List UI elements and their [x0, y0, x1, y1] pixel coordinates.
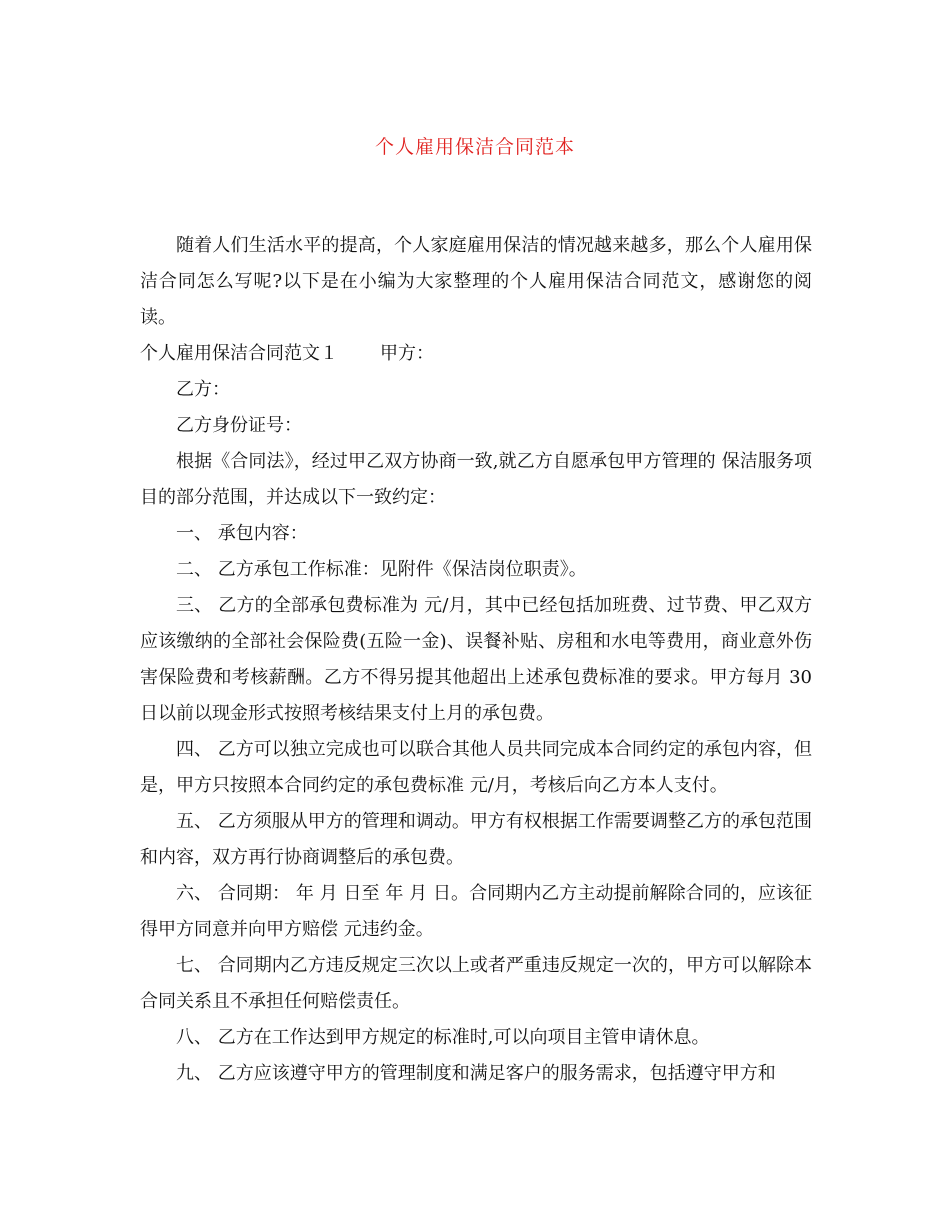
clause-8: 八、 乙方在工作达到甲方规定的标准时,可以向项目主管申请休息。: [176, 1027, 710, 1048]
party-a-label: 甲方：: [380, 343, 434, 364]
section-heading-line: [140, 336, 812, 372]
clause-9: 九、 乙方应该遵守甲方的管理制度和满足客户的服务需求，包括遵守甲方和: [176, 1063, 776, 1084]
party-b-label: 乙方：: [176, 379, 230, 400]
intro-paragraph: 随着人们生活水平的提高，个人家庭雇用保洁的情况越来越多，那么个人雇用保洁合同怎么写呢?以下是在小编为大家整理的个人雇用保洁合同范文，感谢您的阅读。: [140, 235, 812, 328]
document-title: 个人雇用保洁合同范本: [374, 136, 575, 158]
preamble-paragraph: 根据《合同法》，经过甲乙双方协商一致,就乙方自愿承包甲方管理的 保洁服务项目的部分范围，并达成以下一致约定：: [140, 451, 812, 508]
document-body: [140, 228, 812, 1092]
clause-2: 二、 乙方承包工作标准：见附件《保洁岗位职责》。: [176, 559, 587, 580]
clause-7: 七、 合同期内乙方违反规定三次以上或者严重违反规定一次的，甲方可以解除本合同关系且不承担任何赔偿责任。: [140, 955, 812, 1012]
clause-3: 三、 乙方的全部承包费标准为 元/月，其中已经包括加班费、过节费、甲乙双方应该缴纳的全部社会保险费(五险一金)、误餐补贴、房租和水电等费用，商业意外伤害保险费和考核薪酬。乙方不得另提其他超出上述承包费标准的要求。甲方每月 30 日以前以现金形式按照考核结果支付上月的承包费。: [140, 595, 812, 724]
clause-1: 一、 承包内容：: [176, 523, 308, 544]
clause-6: 六、 合同期： 年 月 日至 年 月 日。合同期内乙方主动提前解除合同的，应该征得甲方同意并向甲方赔偿 元违约金。: [140, 883, 812, 940]
party-b-id-label: 乙方身份证号：: [176, 415, 302, 436]
clause-5: 五、 乙方须服从甲方的管理和调动。甲方有权根据工作需要调整乙方的承包范围和内容，双方再行协商调整后的承包费。: [140, 811, 812, 868]
section-heading: 个人雇用保洁合同范文１: [140, 343, 338, 364]
clause-4: 四、 乙方可以独立完成也可以联合其他人员共同完成本合同约定的承包内容，但是，甲方只按照本合同约定的承包费标准 元/月，考核后向乙方本人支付。: [140, 739, 812, 796]
